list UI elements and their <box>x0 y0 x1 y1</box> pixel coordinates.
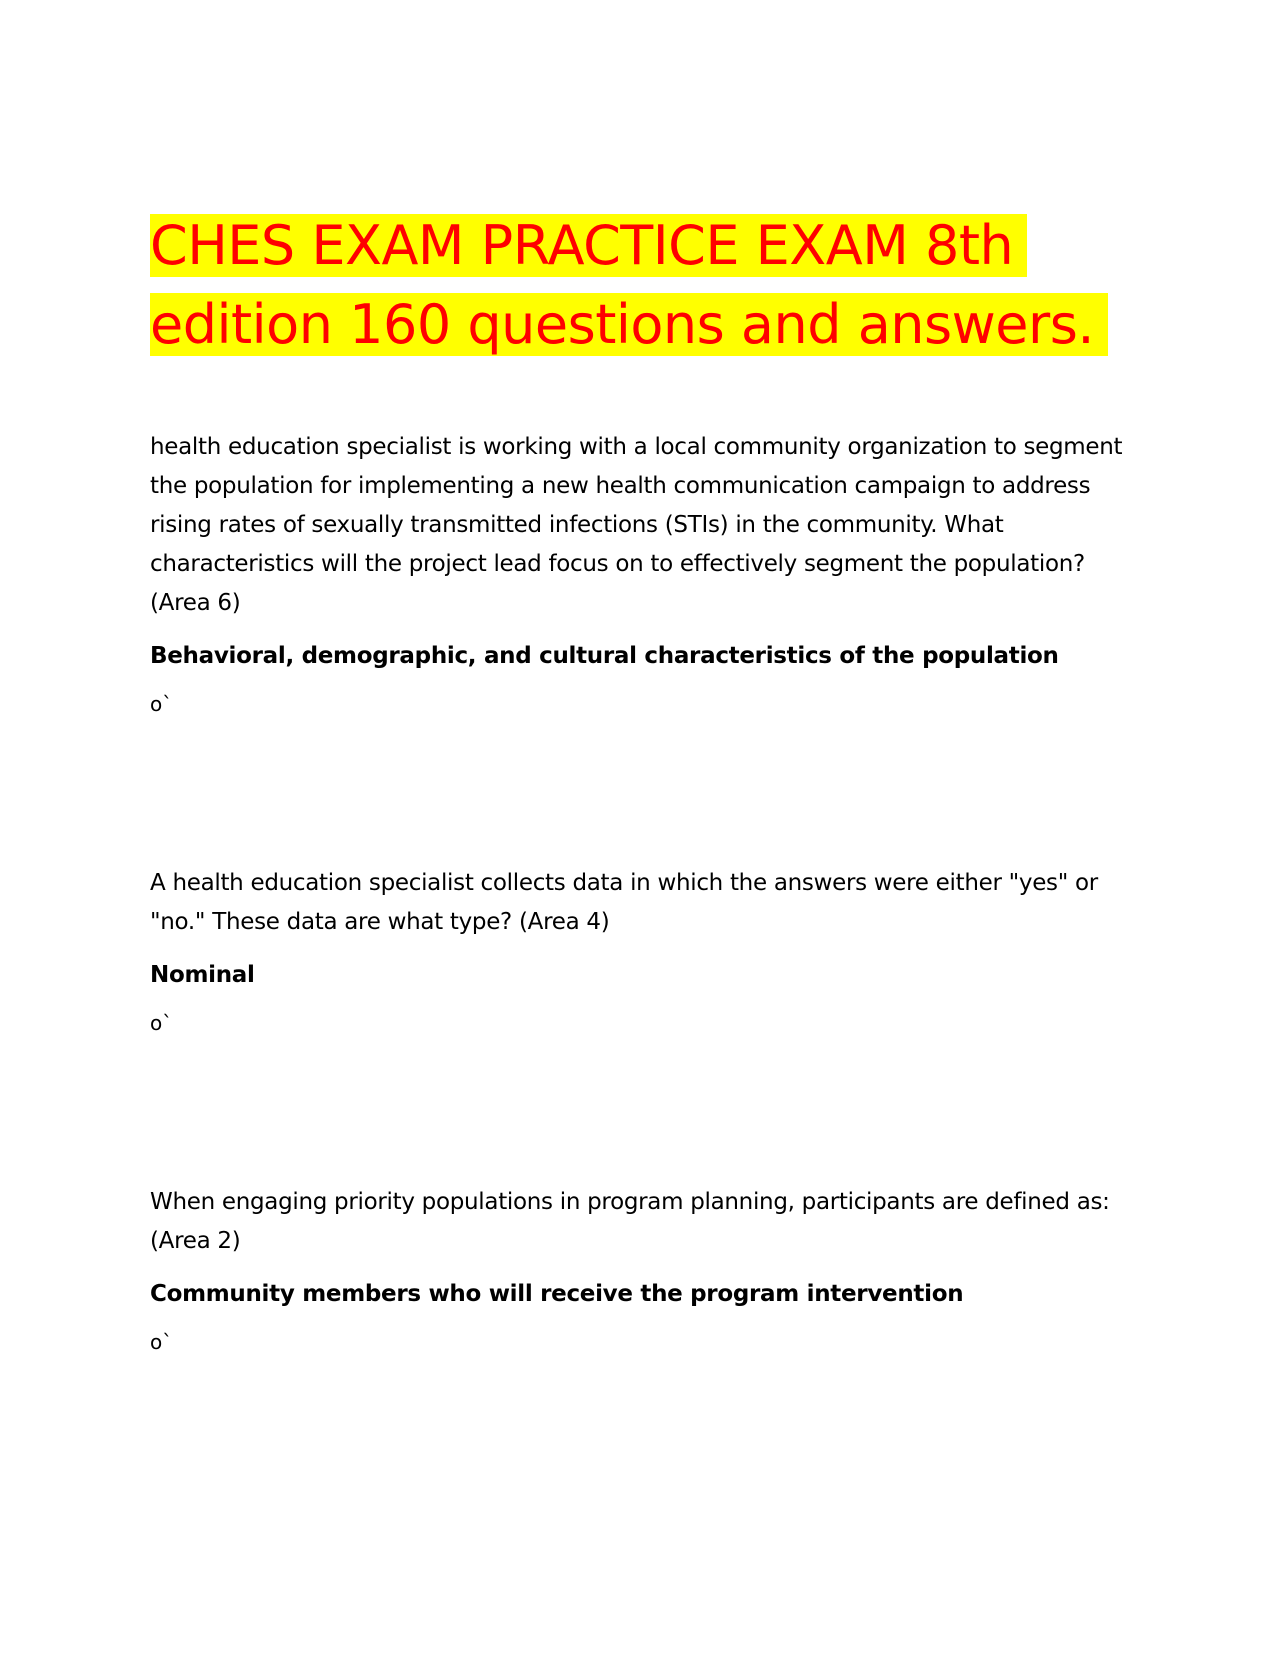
question-text: When engaging priority populations in program planning, participants are defined as: (Area 2) <box>150 1189 1110 1254</box>
answer-marker: o` <box>150 692 173 716</box>
qa-item-2 <box>150 864 1130 1037</box>
title-highlight-line-2 <box>150 293 1108 356</box>
title-line-1: CHES EXAM PRACTICE EXAM 8th <box>150 214 1014 277</box>
question-text: A health education specialist collects data in which the answers were either "yes" or "no." These data are what type? (Area 4) <box>150 870 1098 935</box>
document-title <box>150 206 1150 364</box>
question-text: health education specialist is working with a local community organization to segment the population for implementing a new health communication campaign to address rising rates of sexually transmitted infections (STIs) in the community. What characteristics will the project lead focus on to effectively segment the population? (Area 6) <box>150 434 1123 616</box>
qa-item-1 <box>150 428 1130 718</box>
answer-text: Behavioral, demographic, and cultural characteristics of the population <box>150 643 1059 669</box>
answer-text: Nominal <box>150 962 255 988</box>
qa-item-3 <box>150 1183 1130 1356</box>
title-highlight-line-1 <box>150 214 1027 277</box>
title-line-2: edition 160 questions and answers. <box>150 293 1095 356</box>
answer-text: Community members who will receive the program intervention <box>150 1281 964 1307</box>
answer-marker: o` <box>150 1011 173 1035</box>
answer-marker: o` <box>150 1330 173 1354</box>
